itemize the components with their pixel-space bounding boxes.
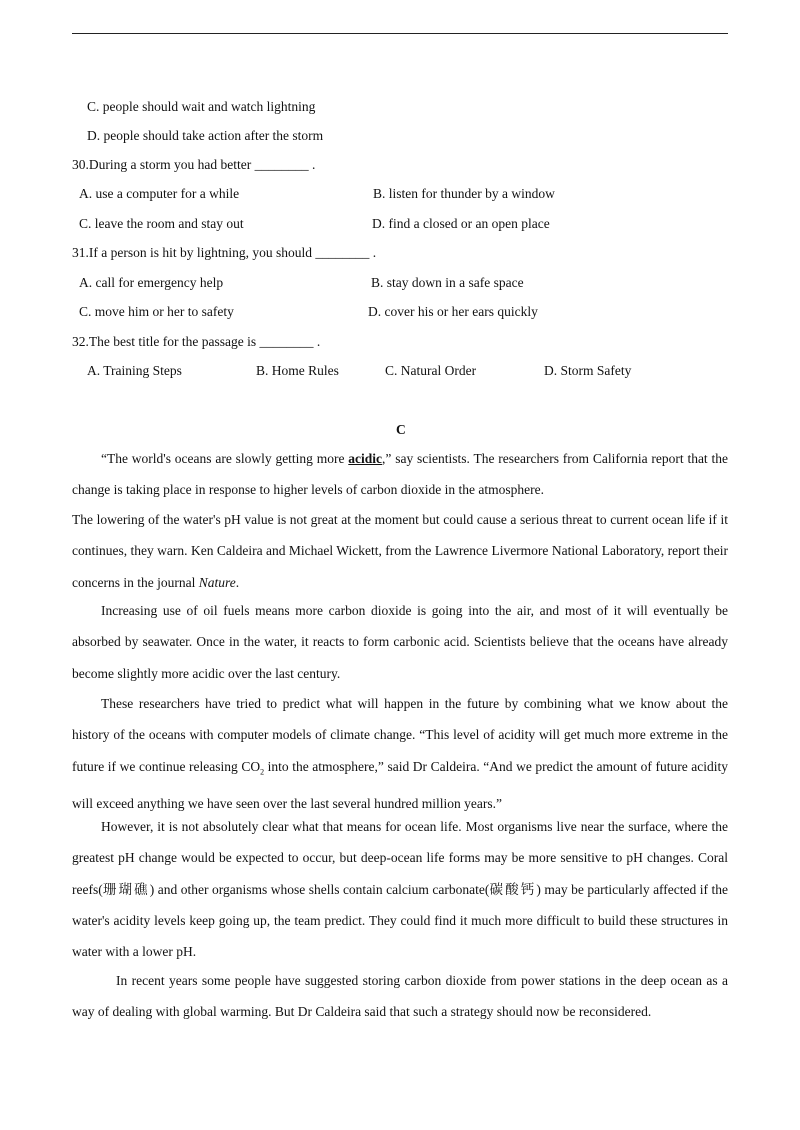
q32-option-d: D. Storm Safety bbox=[544, 363, 632, 378]
co2-subscript: 2 bbox=[260, 767, 265, 777]
q29-option-c: C. people should wait and watch lightning bbox=[87, 99, 316, 114]
p5-text-b: ) and other organisms whose shells contain calcium carbonate( bbox=[149, 881, 490, 897]
q30-option-a: A. use a computer for a while bbox=[79, 186, 240, 201]
chinese-gloss-coral-reef: 珊瑚礁 bbox=[102, 881, 150, 897]
passage-paragraph-2 bbox=[72, 504, 728, 598]
p5-text-a: However, it is not absolutely clear what that means for ocean life. Most organisms live near the surface, where the greatest pH change would be expected to occur, but deep-ocean life forms may be more sensitive to pH changes. Coral reefs( bbox=[72, 819, 728, 897]
q32-option-a: A. Training Steps bbox=[87, 363, 182, 378]
p5-text-c: ) may be particularly affected if the water's acidity levels keep going up, the team predict. They could find it much more difficult to build these structures in water with a lower pH. bbox=[72, 881, 729, 960]
q32-stem: 32.The best title for the passage is ________ . bbox=[72, 334, 321, 349]
q32-option-c: C. Natural Order bbox=[385, 363, 477, 378]
p1-rest-text: ,” say scientists. The researchers from California report that the change is taking place in response to higher levels of carbon dioxide in the atmosphere. bbox=[72, 451, 728, 498]
p2-end: . bbox=[235, 574, 240, 590]
p1-open-text: “The world's oceans are slowly getting more bbox=[101, 451, 349, 466]
q29-option-d: D. people should take action after the storm bbox=[87, 128, 324, 143]
q30-option-c: C. leave the room and stay out bbox=[79, 216, 244, 231]
p4-text-a: These researchers have tried to predict what will happen in the future by combining what we know about the history of the oceans with computer models of climate change. “This level of acidity will get much more extreme in the future if we continue releasing CO bbox=[72, 696, 728, 774]
q31-option-c: C. move him or her to safety bbox=[79, 304, 234, 319]
q30-option-b: B. listen for thunder by a window bbox=[373, 186, 555, 201]
passage-paragraph-4 bbox=[72, 688, 728, 819]
keyword-acidic: acidic bbox=[348, 451, 383, 466]
passage-paragraph-1 bbox=[72, 443, 728, 506]
passage-paragraph-5 bbox=[72, 811, 728, 967]
q30-option-d: D. find a closed or an open place bbox=[372, 216, 550, 231]
header-rule bbox=[72, 33, 728, 34]
q31-option-b: B. stay down in a safe space bbox=[371, 275, 524, 290]
p4-text-b: into the atmosphere,” said Dr Caldeira. “And we predict the amount of future acidity will exceed anything we have seen over the last several hundred million years.” bbox=[72, 758, 728, 811]
chinese-gloss-calcium-carbonate: 碳酸钙 bbox=[489, 881, 537, 897]
q30-stem: 30.During a storm you had better ________ . bbox=[72, 157, 316, 172]
passage-paragraph-3: Increasing use of oil fuels means more carbon dioxide is going into the air, and most of it will eventually be absorbed by seawater. Once in the water, it reacts to form carbonic acid. Scientists believe that the oceans have already become slightly more acidic over the last century. bbox=[72, 603, 728, 681]
q31-option-a: A. call for emergency help bbox=[79, 275, 224, 290]
passage-heading: C bbox=[396, 422, 406, 437]
q32-option-b: B. Home Rules bbox=[256, 363, 339, 378]
q31-stem: 31.If a person is hit by lightning, you should ________ . bbox=[72, 245, 377, 260]
passage-paragraph-6: In recent years some people have suggested storing carbon dioxide from power stations in the deep ocean as a way of dealing with global warming. But Dr Caldeira said that such a strategy should now be reconsidered. bbox=[72, 973, 728, 1020]
journal-name: Nature bbox=[198, 574, 236, 590]
q31-option-d: D. cover his or her ears quickly bbox=[368, 304, 538, 319]
p2-text: The lowering of the water's pH value is not great at the moment but could cause a serious threat to current ocean life if it continues, they warn. Ken Caldeira and Michael Wickett, from the Lawrence Livermore National Laboratory, report their concerns in the journal bbox=[72, 512, 728, 590]
